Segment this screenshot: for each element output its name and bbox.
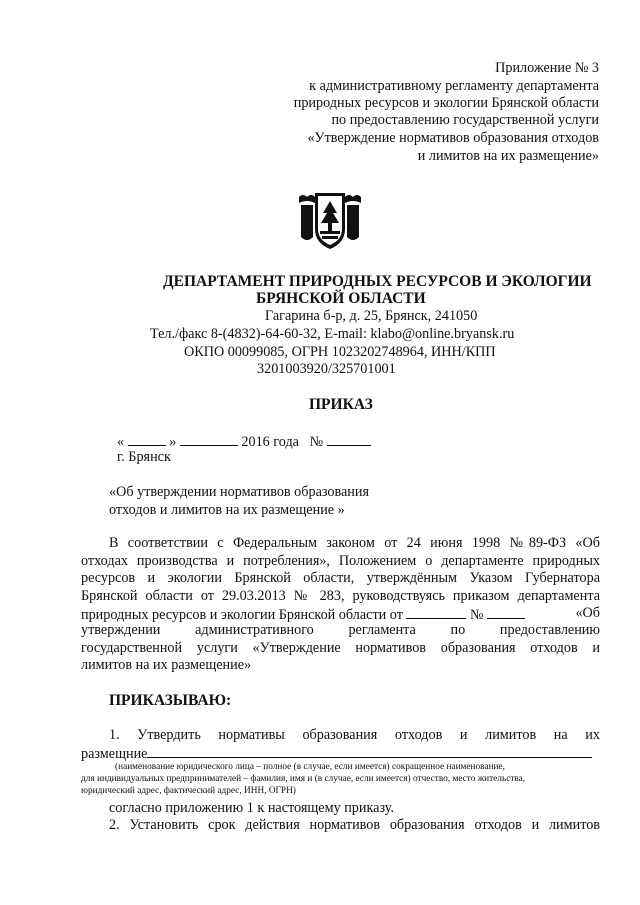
preamble-line-7: государственной услуги «Утверждение нормативов образования отходов и <box>81 640 600 656</box>
date-year: 2016 года <box>241 434 299 450</box>
appendix-line-3: природных ресурсов и экологии Брянской области <box>293 95 599 111</box>
preamble-line-5-start: природных ресурсов и экологии Брянской области от <box>81 607 403 623</box>
date-quote-open: « <box>117 434 125 450</box>
organization-name-blank <box>147 744 592 758</box>
preamble-line-4: Брянской области от 29.03.2013 № 283, руководствуясь приказом департамента <box>81 588 600 604</box>
org-name-line-1: ДЕПАРТАМЕНТ ПРИРОДНЫХ РЕСУРСОВ И ЭКОЛОГИИ <box>163 273 592 290</box>
date-quote-close: » <box>169 434 177 450</box>
city: г. Брянск <box>117 449 171 465</box>
subject-line-1: «Об утверждении нормативов образования <box>109 484 369 500</box>
preamble-line-6: утверждении административного регламента по предоставлению <box>81 622 600 638</box>
appendix-line-4: по предоставлению государственной услуги <box>331 112 599 128</box>
order-date-blank <box>406 605 466 619</box>
day-blank <box>128 432 166 446</box>
coat-of-arms-icon <box>297 189 363 251</box>
order-ref-number-blank <box>487 605 525 619</box>
appendix-line-5: «Утверждение нормативов образования отходов <box>307 130 599 146</box>
preamble-line-8: лимитов на их размещение» <box>81 657 252 673</box>
number-sign: № <box>309 434 324 450</box>
month-blank <box>180 432 238 446</box>
org-address: Гагарина б-р, д. 25, Брянск, 241050 <box>265 308 478 324</box>
item-1-note-line-2: для индивидуальных предпринимателей – фамилия, имя и (в случае, если имеется) отчество, место жительства, <box>81 774 526 784</box>
preamble-line-1: В соответствии с Федеральным законом от 24 июня 1998 №89-ФЗ «Об <box>109 535 600 551</box>
org-inn-kpp: 3201003920/325701001 <box>257 361 396 377</box>
appendix-line-6: и лимитов на их размещение» <box>417 148 599 164</box>
org-contacts: Тел./факс 8-(4832)-64-60-32, E-mail: klabo@online.bryansk.ru <box>150 326 515 342</box>
item-1-note-line-1: (наименование юридического лица – полное (в случае, если имеется) сокращенное наименование, <box>115 762 505 772</box>
subject-line-2: отходов и лимитов на их размещение » <box>109 502 345 518</box>
item-1-line-3: согласно приложению 1 к настоящему приказу. <box>109 800 394 816</box>
order-number-blank <box>327 432 371 446</box>
order-word: ПРИКАЗЫВАЮ: <box>109 692 232 709</box>
org-codes: ОКПО 00099085, ОГРН 1023202748964, ИНН/КПП <box>184 344 496 360</box>
preamble-number-sign: № <box>469 607 484 623</box>
item-1-note-line-3: юридический адрес, фактический адрес, ИНН, ОГРН) <box>81 786 296 796</box>
preamble-line-2: отходах производства и потребления», Положением о департаменте природных <box>81 553 600 569</box>
preamble-line-5-end: «Об <box>575 605 600 621</box>
appendix-line-2: к административному регламенту департамента <box>309 78 599 94</box>
appendix-line-1: Приложение № 3 <box>495 60 599 76</box>
preamble-line-3: ресурсов и экологии Брянской области, утверждённым Указом Губернатора <box>81 570 600 586</box>
item-2-line-1: 2. Установить срок действия нормативов образования отходов и лимитов <box>109 817 600 833</box>
org-name-line-2: БРЯНСКОЙ ОБЛАСТИ <box>256 290 426 307</box>
item-1-line-2-start: размещние <box>81 746 148 762</box>
document-title: ПРИКАЗ <box>309 396 373 413</box>
coat-of-arms-emblem <box>297 189 363 251</box>
item-1-line-1: 1. Утвердить нормативы образования отходов и лимитов на их <box>109 727 600 743</box>
